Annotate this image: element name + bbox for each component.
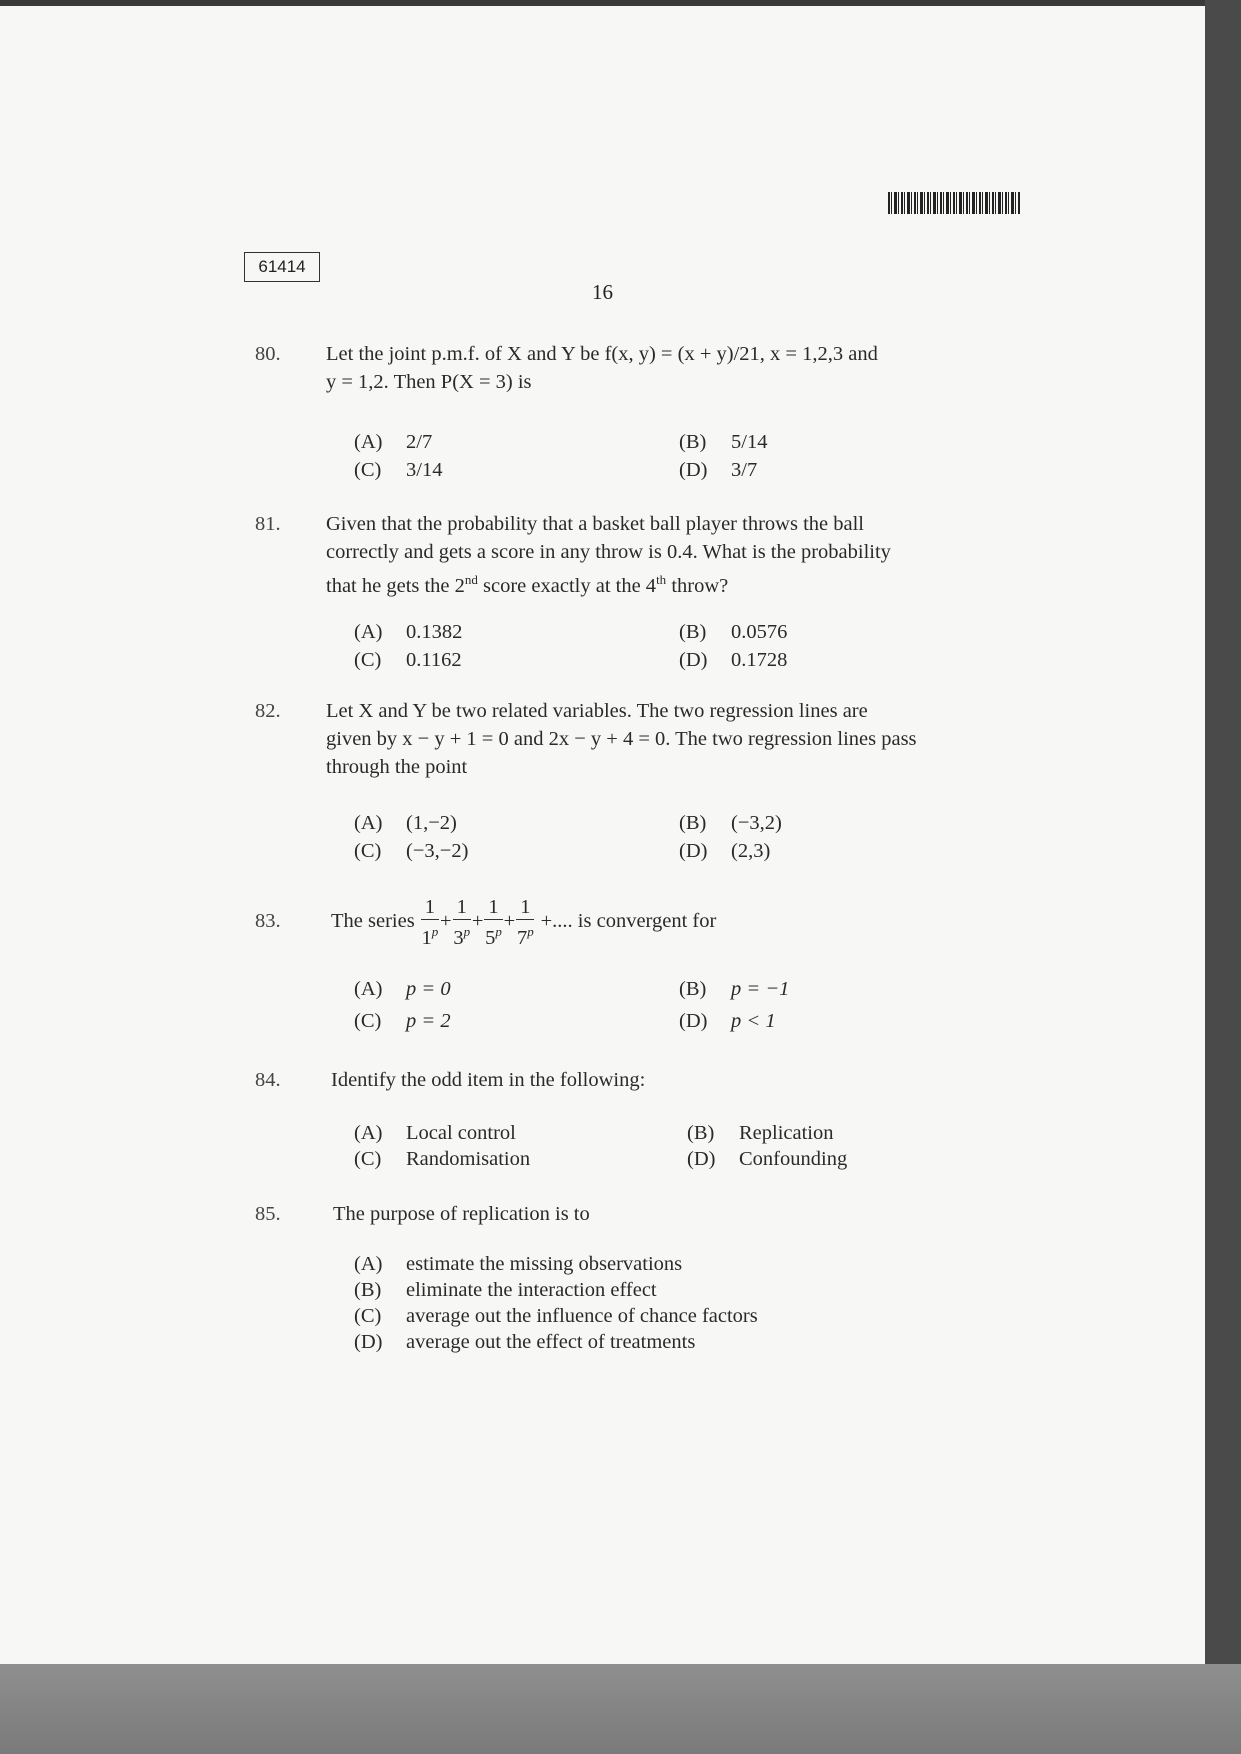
question-85 xyxy=(255,1200,1005,1370)
option-b[interactable]: (B) (−3,2) xyxy=(679,812,782,834)
options xyxy=(354,1119,954,1179)
question-84 xyxy=(255,1066,1005,1186)
question-number: 80. xyxy=(255,343,281,365)
option-d[interactable]: (D) 0.1728 xyxy=(679,649,788,671)
option-c[interactable]: (C) average out the influence of chance factors xyxy=(354,1305,758,1327)
option-a[interactable]: (A) 0.1382 xyxy=(354,621,463,643)
question-number: 85. xyxy=(255,1203,281,1225)
question-81 xyxy=(255,510,1005,680)
option-a[interactable]: (A) (1,−2) xyxy=(354,812,457,834)
option-d[interactable]: (D) average out the effect of treatments xyxy=(354,1331,696,1353)
option-b[interactable]: (B) eliminate the interaction effect xyxy=(354,1279,657,1301)
series-term-3: $\frac{1}{5^p}$ xyxy=(485,896,502,949)
option-c[interactable]: (C) (−3,−2) xyxy=(354,840,469,862)
question-text: Let X and Y be two related variables. The two regression lines are given by x − y + 1 = 0 and 2x − y + 4 = 0. The two regression lines pass through the point xyxy=(326,700,917,778)
option-a[interactable]: (A) 2/7 xyxy=(354,431,433,453)
option-b[interactable]: (B) p = −1 xyxy=(679,978,790,1000)
option-d[interactable]: (D) p < 1 xyxy=(679,1010,776,1032)
question-text: The purpose of replication is to xyxy=(333,1203,590,1225)
question-text: Identify the odd item in the following: xyxy=(331,1069,646,1091)
option-a[interactable]: (A) Local control xyxy=(354,1122,516,1144)
question-number: 83. xyxy=(255,910,281,932)
question-text: The series $\frac{1}{1^p}$ + $\frac{1}{3^p}$ + $\frac{1}{5^p}$ + $\frac{1}{7^p}$ +.... is convergent for xyxy=(331,896,717,949)
option-a[interactable]: (A) p = 0 xyxy=(354,978,451,1000)
question-80 xyxy=(255,340,1005,480)
option-a[interactable]: (A) estimate the missing observations xyxy=(354,1253,683,1275)
scan-edge-right xyxy=(1205,0,1241,1754)
options xyxy=(354,809,954,869)
options xyxy=(354,1250,954,1360)
question-number: 82. xyxy=(255,700,281,722)
paper-code: 61414 xyxy=(244,252,320,282)
option-b[interactable]: (B) 5/14 xyxy=(679,431,768,453)
series-term-1: $\frac{1}{1^p}$ xyxy=(421,896,439,949)
scan-edge-bottom xyxy=(0,1664,1241,1754)
option-b[interactable]: (B) 0.0576 xyxy=(679,621,788,643)
series-term-4: $\frac{1}{7^p}$ xyxy=(516,896,534,949)
question-number: 84. xyxy=(255,1069,281,1091)
option-c[interactable]: (C) Randomisation xyxy=(354,1148,531,1170)
option-b[interactable]: (B) Replication xyxy=(687,1122,834,1144)
option-c[interactable]: (C) p = 2 xyxy=(354,1010,451,1032)
question-83 xyxy=(255,895,1005,1045)
option-c[interactable]: (C) 0.1162 xyxy=(354,649,462,671)
question-text: Let the joint p.m.f. of X and Y be f(x, y) = (x + y)/21, x = 1,2,3 and y = 1,2. Then P(X = 3) is xyxy=(326,343,878,393)
option-d[interactable]: (D) (2,3) xyxy=(679,840,771,862)
page-number: 16 xyxy=(592,280,613,304)
question-number: 81. xyxy=(255,513,281,535)
options xyxy=(354,428,954,488)
question-82 xyxy=(255,697,1005,867)
series-term-2: $\frac{1}{3^p}$ xyxy=(453,896,471,949)
barcode xyxy=(888,192,1020,214)
option-d[interactable]: (D) Confounding xyxy=(687,1148,848,1170)
question-text: Given that the probability that a basket ball player throws the ball correctly and gets a score in any throw is 0.4. What is the probability that he gets the 2nd score exactly at the 4th throw? xyxy=(326,513,891,597)
option-c[interactable]: (C) 3/14 xyxy=(354,459,443,481)
option-d[interactable]: (D) 3/7 xyxy=(679,459,758,481)
options xyxy=(354,975,954,1035)
options xyxy=(354,618,954,678)
